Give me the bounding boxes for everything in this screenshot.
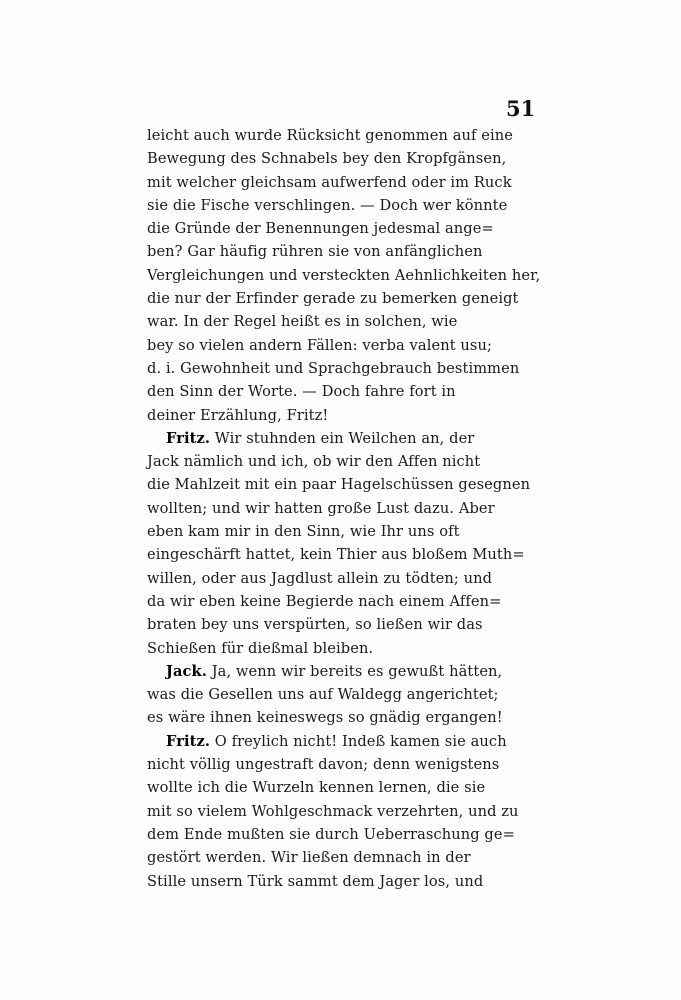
text-line: war. In der Regel heißt es in solchen, wie — [147, 313, 458, 331]
page-text — [147, 124, 541, 893]
speaker-label: Fritz. — [166, 429, 211, 447]
text-line: Stille unsern Türk sammt dem Jager los, und — [147, 872, 484, 890]
text-line: willen, oder aus Jagdlust allein zu tödten; und — [147, 569, 493, 587]
text-line: wollte ich die Wurzeln kennen lernen, die sie — [147, 779, 486, 797]
text-line: die nur der Erfinder gerade zu bemerken geneigt — [147, 290, 519, 308]
dialogue-text: Wir stuhnden ein Weilchen an, der — [210, 429, 475, 447]
text-line: mit so vielem Wohlgeschmack verzehrten, und zu — [147, 802, 519, 820]
text-line: ben? Gar häufig rühren sie von anfänglichen — [147, 243, 483, 261]
text-line: da wir eben keine Begierde nach einem Affen= — [147, 592, 502, 610]
text-line: eben kam mir in den Sinn, wie Ihr uns oft — [147, 523, 460, 541]
text-line: eingeschärft hattet, kein Thier aus bloßem Muth= — [147, 546, 525, 564]
text-line: mit welcher gleichsam aufwerfend oder im Ruck — [147, 173, 512, 191]
text-line: die Gründe der Benennungen jedesmal ange= — [147, 220, 494, 238]
text-line: Schießen für dießmal bleiben. — [147, 639, 374, 657]
page-number: 51 — [506, 96, 536, 121]
text-line: wollten; und wir hatten große Lust dazu. Aber — [147, 499, 495, 517]
text-line: Vergleichungen und versteckten Aehnlichkeiten her, — [147, 266, 541, 284]
text-line: dem Ende mußten sie durch Ueberraschung ge= — [147, 825, 515, 843]
paragraph-first-line — [147, 660, 534, 683]
text-line: nicht völlig ungestraft davon; denn wenigstens — [147, 756, 500, 774]
paragraph-first-line — [147, 427, 534, 450]
text-line: deiner Erzählung, Fritz! — [147, 406, 329, 424]
text-line: Bewegung des Schnabels bey den Kropfgänsen, — [147, 150, 507, 168]
text-line: braten bey uns verspürten, so ließen wir das — [147, 616, 483, 634]
speaker-label: Fritz. — [166, 732, 211, 750]
text-line: sie die Fische verschlingen. — Doch wer könnte — [147, 196, 508, 214]
text-line: den Sinn der Worte. — Doch fahre fort in — [147, 383, 456, 401]
text-line: was die Gesellen uns auf Waldegg angerichtet; — [147, 686, 499, 704]
text-line: Jack nämlich und ich, ob wir den Affen nicht — [147, 453, 481, 471]
paragraph-first-line — [147, 730, 534, 753]
text-line: die Mahlzeit mit ein paar Hagelschüssen gesegnen — [147, 476, 531, 494]
speaker-label: Jack. — [166, 662, 207, 680]
dialogue-text: O freylich nicht! Indeß kamen sie auch — [210, 732, 507, 750]
text-line: gestört werden. Wir ließen demnach in der — [147, 849, 471, 867]
text-line: d. i. Gewohnheit und Sprachgebrauch bestimmen — [147, 359, 520, 377]
text-line: es wäre ihnen keineswegs so gnädig ergangen! — [147, 709, 503, 727]
dialogue-text: Ja, wenn wir bereits es gewußt hätten, — [206, 662, 503, 680]
text-line: leicht auch wurde Rücksicht genommen auf eine — [147, 127, 513, 144]
text-line: bey so vielen andern Fällen: verba valent usu; — [147, 336, 493, 354]
